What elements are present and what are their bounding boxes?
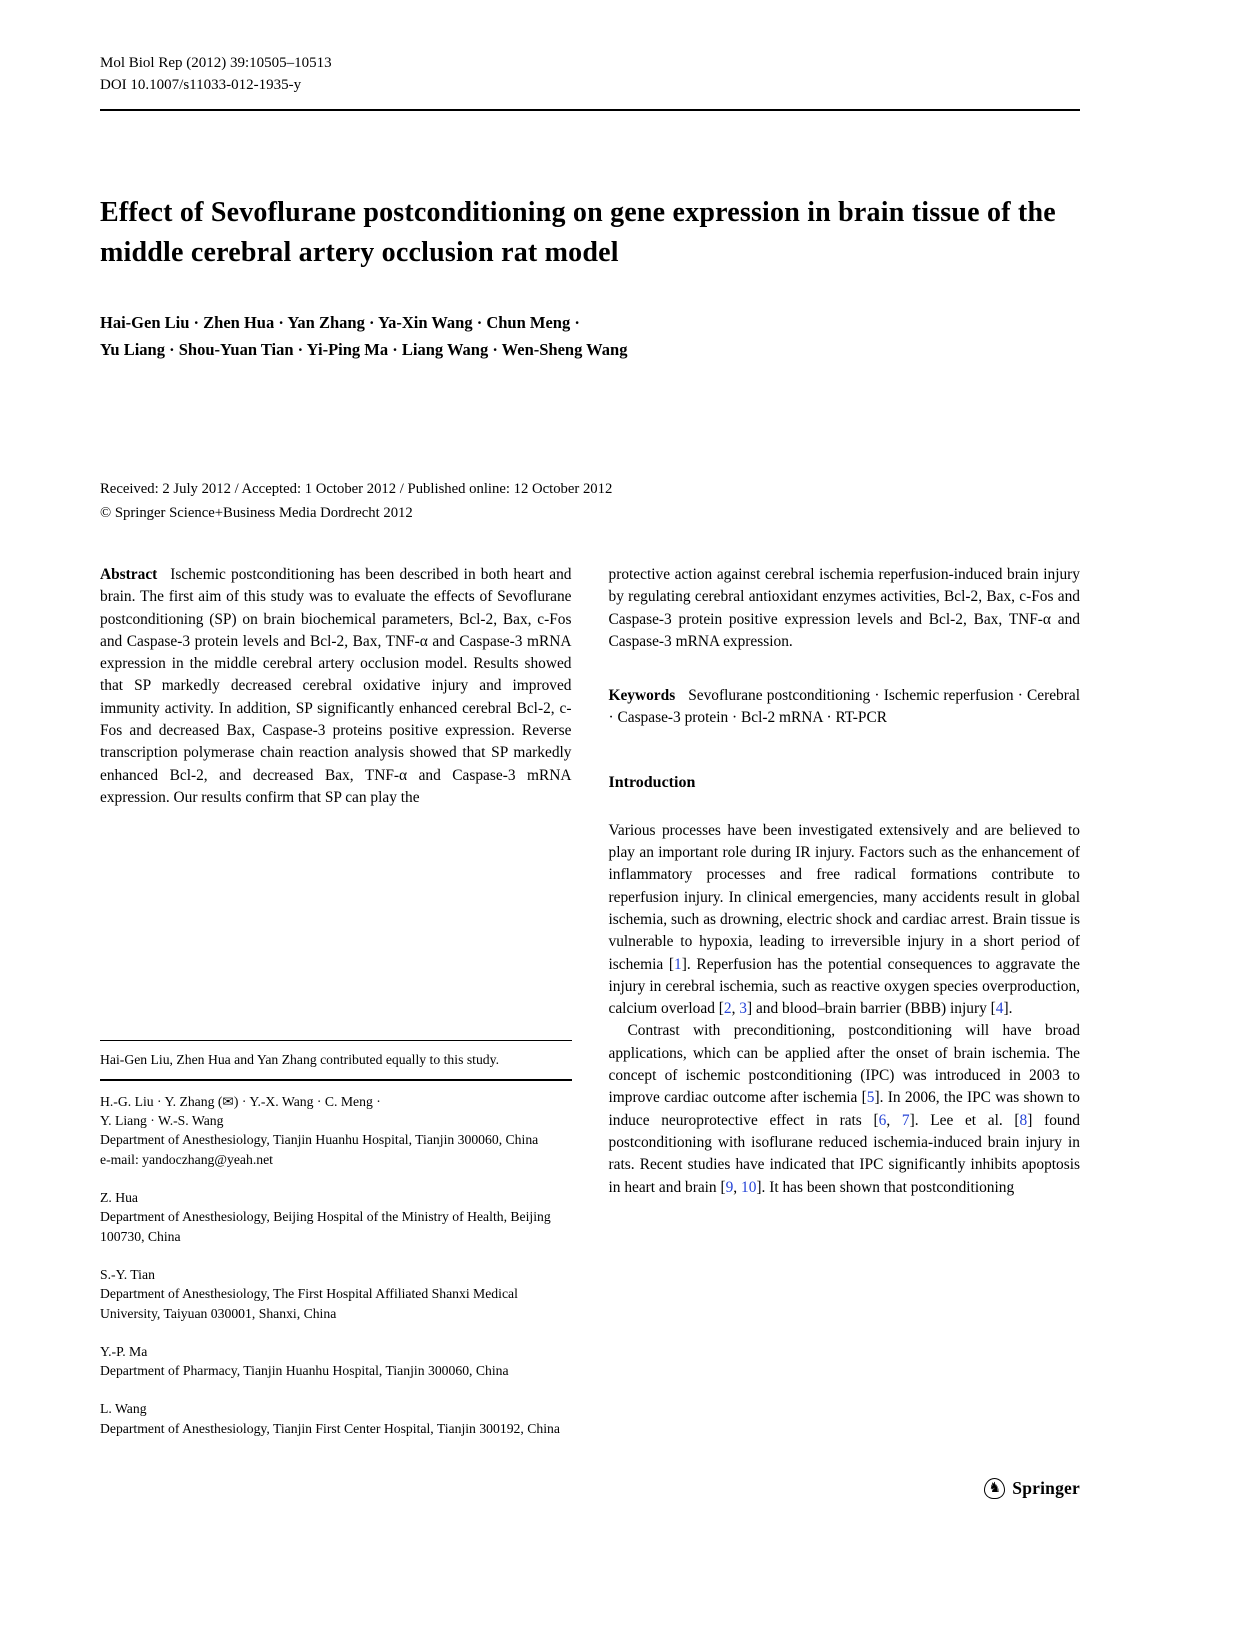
paragraph bbox=[100, 1092, 572, 1169]
abstract-continued-paragraph: protective action against cerebral ischemia reperfusion-induced brain injury by regulating cerebral antioxidant enzymes activities, Bcl-2, Bax, c-Fos and Caspase-3 protein positive expression levels and Bcl-2, Bax, TNF-α and Caspase-3 mRNA expression. bbox=[608, 566, 1080, 650]
text-run: , bbox=[886, 1111, 902, 1129]
citation-link[interactable]: 1 bbox=[674, 955, 682, 973]
paragraph bbox=[100, 1399, 572, 1438]
abstract-text: Ischemic postconditioning has been described in both heart and brain. The first aim of this study was to evaluate the effects of Sevoflurane postconditioning (SP) on brain biochemical parameters, Bcl-2, Bax, c-Fos and Caspase-3 protein levels and Bcl-2, Bax, TNF-α and Caspase-3 mRNA expression in the middle cerebral artery occlusion model. Results showed that SP markedly decreased cerebral oxidative injury and improved immunity activity. In addition, SP significantly enhanced cerebral Bcl-2, c-Fos and decreased Bax, Caspase-3 proteins positive expression. Reverse transcription polymerase chain reaction analysis showed that SP markedly enhanced Bcl-2, and decreased Bax, TNF-α and Caspase-3 mRNA expression. Our results confirm that SP can play the bbox=[100, 566, 572, 806]
doi-line: DOI 10.1007/s11033-012-1935-y bbox=[100, 77, 302, 93]
text-run: H.-G. Liu · Y. Zhang (✉) · Y.-X. Wang · C. Meng · bbox=[100, 1093, 381, 1109]
text-run: Department of Anesthesiology, Tianjin First Center Hospital, Tianjin 300192, China bbox=[100, 1420, 560, 1436]
authors-block bbox=[100, 309, 1080, 363]
text-run: ] found postconditioning with isoflurane reduced ischemia-induced brain injury in rats. Recent studies have indicated that IPC significantly inhibits apoptosis in heart and brain [ bbox=[608, 1111, 1080, 1196]
journal-citation: Mol Biol Rep (2012) 39:10505–10513 bbox=[100, 55, 332, 71]
page-header bbox=[100, 52, 1080, 96]
citation-link[interactable]: 3 bbox=[739, 1000, 747, 1018]
citation-link[interactable]: 2 bbox=[723, 1000, 732, 1018]
paragraph bbox=[100, 1265, 572, 1323]
citation-link[interactable]: 5 bbox=[866, 1089, 875, 1107]
copyright-line: © Springer Science+Business Media Dordrecht 2012 bbox=[100, 505, 413, 521]
footnote-rule-top bbox=[100, 1040, 572, 1042]
abstract-label: Abstract bbox=[100, 566, 158, 583]
section-heading-introduction: Introduction bbox=[608, 773, 696, 791]
text-run: ] and blood–brain barrier (BBB) injury [ bbox=[747, 1000, 996, 1018]
keywords-text: Sevoflurane postconditioning · Ischemic reperfusion · Cerebral · Caspase-3 protein · Bcl-2 mRNA · RT-PCR bbox=[608, 687, 1080, 727]
publisher-name: Springer bbox=[1012, 1478, 1080, 1498]
citation-link[interactable]: 7 bbox=[901, 1111, 910, 1129]
citation-link[interactable]: 10 bbox=[741, 1178, 757, 1196]
publisher-logo-row bbox=[100, 1478, 1080, 1499]
text-run: ]. bbox=[1003, 1000, 1013, 1018]
text-run: Y. Liang · W.-S. Wang bbox=[100, 1113, 224, 1129]
text-run: ]. Reperfusion has the potential consequences to aggravate the injury in cerebral ischemia, such as reactive oxygen species overproduction, calcium overload [ bbox=[608, 955, 1080, 1018]
text-run: Department of Pharmacy, Tianjin Huanhu Hospital, Tianjin 300060, China bbox=[100, 1363, 509, 1379]
equal-contribution-note: Hai-Gen Liu, Zhen Hua and Yan Zhang contributed equally to this study. bbox=[100, 1052, 500, 1068]
paragraph bbox=[100, 1188, 572, 1246]
citation-link[interactable]: 4 bbox=[995, 1000, 1004, 1018]
text-run: ]. It has been shown that postconditioning bbox=[756, 1178, 1015, 1196]
abstract-paragraph bbox=[100, 564, 572, 809]
two-column-body bbox=[100, 564, 1080, 1438]
text-run: L. Wang bbox=[100, 1401, 147, 1417]
text-run: S.-Y. Tian bbox=[100, 1266, 155, 1282]
citation-link[interactable]: 8 bbox=[1019, 1111, 1028, 1129]
citation-link[interactable]: 6 bbox=[878, 1111, 887, 1129]
footnote-rule-bottom bbox=[100, 1079, 572, 1081]
text-run: ]. In 2006, the IPC was shown to induce neuroprotective effect in rats [ bbox=[608, 1089, 1080, 1129]
text-run: Various processes have been investigated extensively and are believed to play an important role during IR injury. Factors such as the enhancement of inflammatory processes and free radical formations contribute to reperfusion injury. In clinical emergencies, many accidents result in global ischemia, such as drowning, electric shock and cardiac arrest. Brain tissue is vulnerable to hypoxia, leading to irreversible injury in a short period of ischemia [ bbox=[608, 821, 1080, 973]
received-accepted-published-line: Received: 2 July 2012 / Accepted: 1 October 2012 / Published online: 12 October 2012 bbox=[100, 481, 613, 497]
right-column bbox=[609, 564, 1081, 1438]
springer-horse-icon: ♞ bbox=[984, 1478, 1005, 1499]
introduction-paragraphs bbox=[609, 820, 1081, 1199]
authors-line-1: Hai-Gen Liu · Zhen Hua · Yan Zhang · Ya-Xin Wang · Chun Meng · bbox=[100, 313, 580, 332]
text-run: Department of Anesthesiology, The First Hospital Affiliated Shanxi Medical University, Taiyuan 030001, Shanxi, China bbox=[100, 1286, 518, 1321]
text-run: , bbox=[731, 1000, 740, 1018]
paper-title: Effect of Sevoflurane postconditioning on gene expression in brain tissue of the middle cerebral artery occlusion rat model bbox=[100, 197, 1056, 268]
text-run: , bbox=[733, 1178, 741, 1196]
text-run: ]. Lee et al. [ bbox=[909, 1111, 1020, 1129]
text-run: Department of Anesthesiology, Tianjin Huanhu Hospital, Tianjin 300060, China bbox=[100, 1132, 539, 1148]
header-rule bbox=[100, 109, 1080, 111]
citation-link[interactable]: 9 bbox=[725, 1178, 734, 1196]
paragraph bbox=[100, 1342, 572, 1381]
text-run: Y.-P. Ma bbox=[100, 1343, 148, 1359]
text-run: Z. Hua bbox=[100, 1190, 139, 1206]
footnotes-block bbox=[100, 1040, 572, 1438]
text-run: e-mail: yandoczhang@yeah.net bbox=[100, 1151, 273, 1167]
authors-line-2: Yu Liang · Shou-Yuan Tian · Yi-Ping Ma · Liang Wang · Wen-Sheng Wang bbox=[100, 340, 628, 359]
keywords-paragraph bbox=[609, 685, 1081, 730]
paragraph bbox=[609, 820, 1081, 1021]
paragraph bbox=[609, 1020, 1081, 1198]
author-affiliations bbox=[100, 1092, 572, 1438]
keywords-label: Keywords bbox=[608, 687, 676, 705]
left-column bbox=[100, 564, 572, 1438]
text-run: Contrast with preconditioning, postconditioning will have broad applications, which can be applied after the onset of brain ischemia. The concept of ischemic postconditioning (IPC) was introduced in 2003 to improve cardiac outcome after ischemia [ bbox=[608, 1022, 1080, 1107]
text-run: Department of Anesthesiology, Beijing Hospital of the Ministry of Health, Beijing 100730, China bbox=[100, 1209, 551, 1244]
